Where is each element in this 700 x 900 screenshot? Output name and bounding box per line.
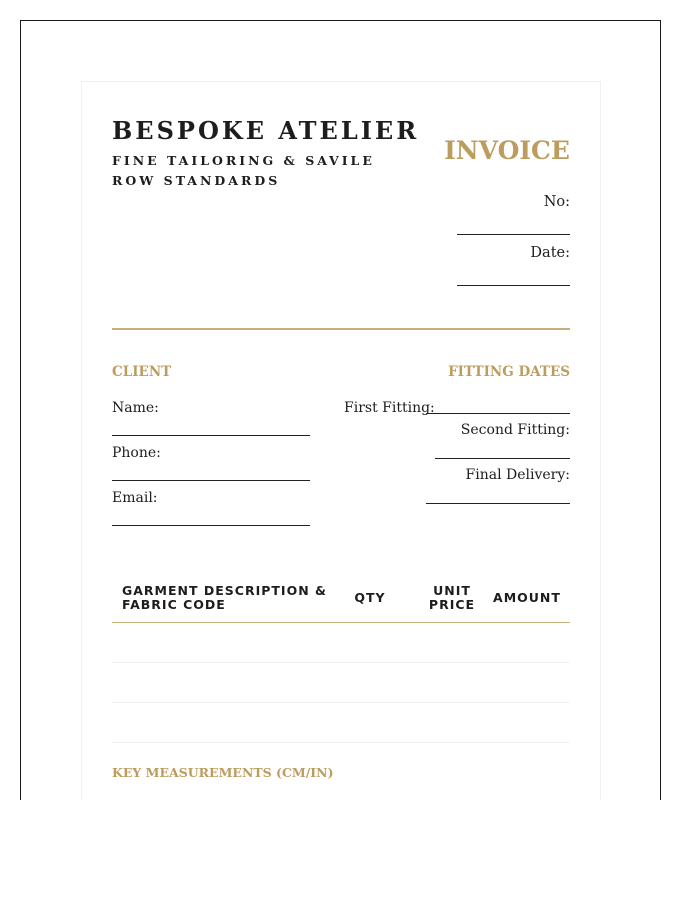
measurements-heading: KEY MEASUREMENTS (CM/IN) [112, 765, 334, 780]
invoice-number-field[interactable] [457, 234, 570, 235]
first-fitting-label: First Fitting: [344, 400, 435, 416]
fitting-dates-heading: FITTING DATES [448, 364, 570, 380]
client-email-label: Email: [112, 490, 158, 506]
column-header-qty: QTY [354, 590, 386, 605]
invoice-number-label: No: [543, 194, 570, 210]
client-phone-field[interactable] [112, 480, 310, 481]
brand-tagline: FINE TAILORING & SAVILE ROW STANDARDS [112, 153, 375, 188]
client-email-field[interactable] [112, 525, 310, 526]
column-header-unit-price: UNIT PRICE [428, 583, 476, 612]
client-phone-label: Phone: [112, 445, 161, 461]
invoice-date-field[interactable] [457, 285, 570, 286]
second-fitting-label: Second Fitting: [460, 422, 570, 438]
header-divider [112, 328, 570, 330]
client-name-field[interactable] [112, 435, 310, 436]
second-fitting-field[interactable] [435, 458, 570, 459]
table-header-divider [112, 622, 570, 623]
client-name-label: Name: [112, 400, 159, 416]
table-row[interactable] [112, 662, 570, 663]
brand-name: BESPOKE ATELIER [112, 116, 420, 145]
client-heading: CLIENT [112, 364, 172, 380]
column-header-description: GARMENT DESCRIPTION & FABRIC CODE [122, 583, 327, 612]
first-fitting-field[interactable] [426, 413, 570, 414]
invoice-date-label: Date: [530, 245, 570, 261]
invoice-title: INVOICE [444, 136, 570, 165]
table-row[interactable] [112, 702, 570, 703]
column-header-amount: AMOUNT [493, 590, 561, 605]
final-delivery-label: Final Delivery: [465, 467, 570, 483]
table-row[interactable] [112, 742, 570, 743]
final-delivery-field[interactable] [426, 503, 570, 504]
